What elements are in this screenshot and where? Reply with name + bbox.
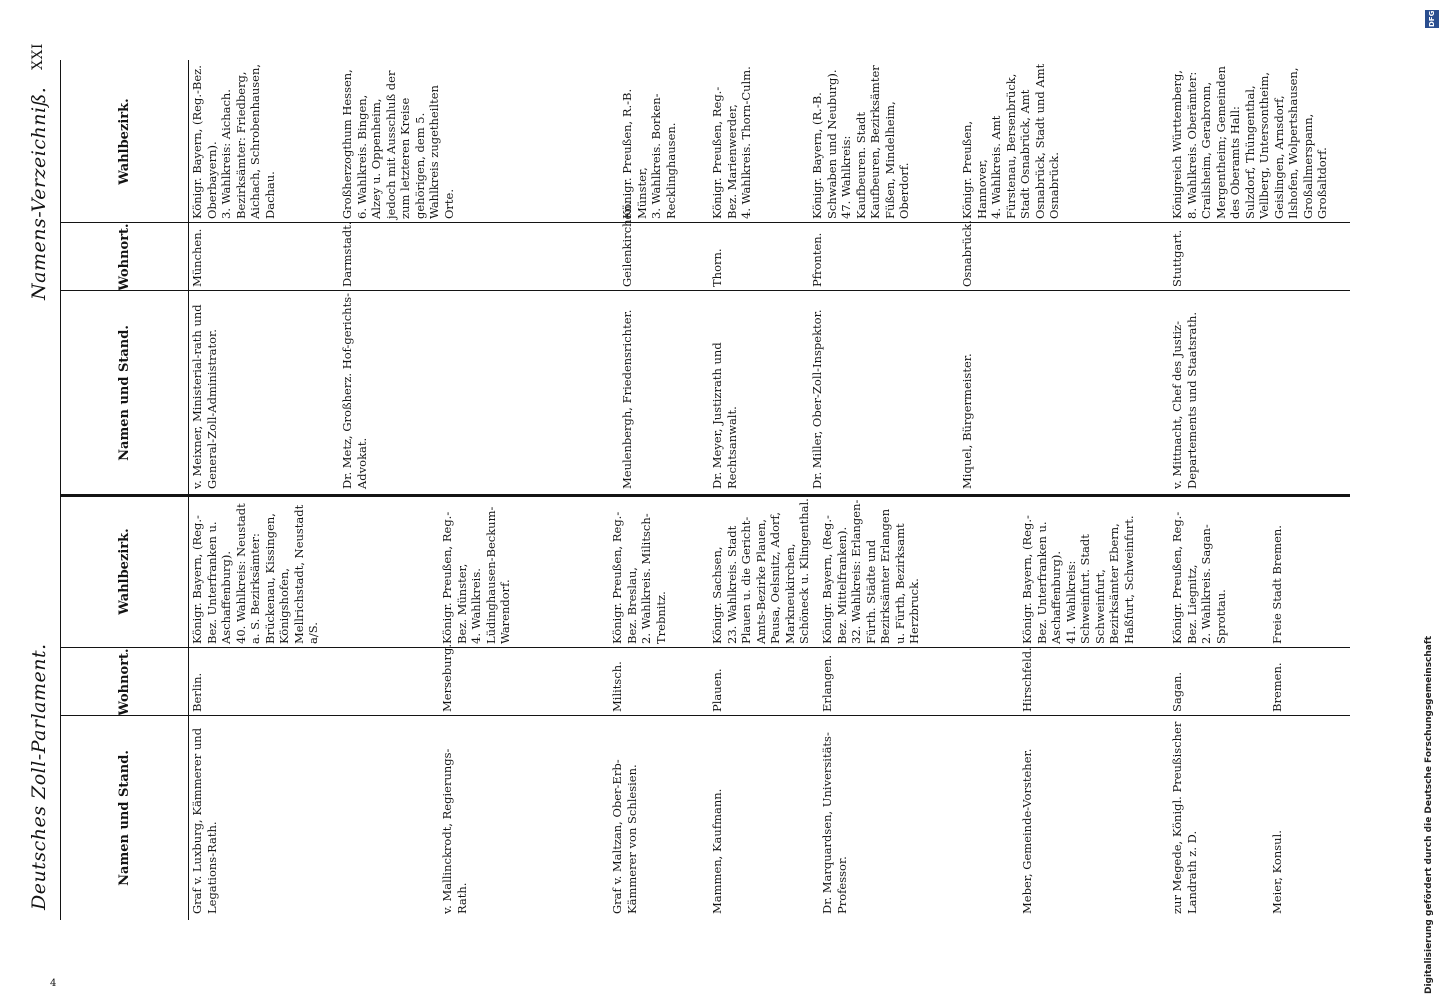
entry-wohnort: Sagan.	[1170, 671, 1184, 712]
entry-name: Mammen, Kaufmann.	[710, 788, 724, 914]
funding-note: Digitalisierung gefördert durch die Deutsche Forschungsgemeinschaft	[1424, 635, 1434, 994]
column-header-name: Namen und Stand.	[116, 325, 132, 461]
entry-name: Meier, Konsul.	[1270, 830, 1284, 914]
header-rule	[188, 495, 189, 920]
entry-name: v. Meixner, Ministerial-rath und General-Zoll-Administrator.	[190, 304, 219, 489]
entry-name: Meber, Gemeinde-Vorsteher.	[1020, 748, 1034, 914]
entry-wahlbezirk: Königr. Preußen, Reg.-Bez. Marienwerder, 4. Wahlkreis. Thorn-Culm.	[710, 66, 753, 219]
column-header-ort: Wohnort.	[116, 223, 132, 291]
entry-wahlbezirk: Königr. Bayern, (Reg.-Bez. Mittelfranken). 32. Wahlkreis: Erlangen-Fürth. Städte und Bezirksämter Erlangen u. Fürth, Bezirksamt Herzbruck.	[820, 499, 921, 644]
entry-name: v. Mallinckrodt, Regierungs-Rath.	[440, 748, 469, 914]
corner-mark: 4	[50, 978, 57, 989]
entry-wahlbezirk: Freie Stadt Bremen.	[1270, 525, 1284, 644]
entry-wahlbezirk: Königr. Bayern, (Reg.-Bez. Oberbayern). 3. Wahlkreis: Aichach. Bezirksämter: Friedberg, Aichach, Schrobenhausen, Dachau.	[190, 63, 277, 219]
table-body-right	[190, 60, 1350, 495]
entry-name: Meulenbergh, Friedensrichter.	[620, 309, 634, 489]
entry-name: Miquel, Bürgermeister.	[960, 353, 974, 489]
entry-name: zur Megede, Königl. Preußischer Landrath z. D.	[1170, 721, 1199, 914]
entry-wohnort: Osnabrück.	[960, 220, 974, 287]
column-header-wahl: Wahlbezirk.	[116, 528, 132, 615]
entry-wahlbezirk: Königr. Preußen, Hannover, 4. Wahlkreis. Amt Fürstenau, Bersenbrück, Stadt Osnabrück, Amt Osnabrück, Stadt und Amt Osnabrück.	[960, 63, 1061, 219]
entry-wahlbezirk: Königr. Preußen, Reg.-Bez. Liegnitz, 2. Wahlkreis. Sagan-Sprottau.	[1170, 511, 1228, 644]
entry-wohnort: Erlangen.	[820, 654, 834, 712]
table-top-rule	[60, 60, 61, 495]
entry-wohnort: Darmstadt.	[340, 221, 354, 287]
entry-wohnort: München.	[190, 228, 204, 287]
entry-wohnort: Stuttgart.	[1170, 229, 1184, 287]
header-rule	[188, 60, 189, 495]
entry-name: Dr. Metz, Großherz. Hof-gerichts-Advokat.	[340, 293, 369, 489]
entry-wahlbezirk: Königr. Preußen, R.-B. Münster, 3. Wahlkreis. Borken-Recklinghausen.	[620, 88, 678, 219]
entry-wohnort: Bremen.	[1270, 662, 1284, 712]
page-number: XXI	[30, 43, 46, 70]
entry-wohnort: Hirschfeld.	[1020, 647, 1034, 712]
entry-wahlbezirk: Königr. Preußen, Reg.-Bez. Münster, 4. Wahlkreis. Lüdinghausen-Beckum-Warendorf.	[440, 506, 512, 644]
entry-wahlbezirk: Königr. Sachsen, 23. Wahlkreis. Stadt Plauen u. die Gericht-Amts-Bezirke Plauen, Pausa, Oelsnitz, Adorf, Markneukirchen, Schöneck u. Klingenthal.	[710, 498, 811, 644]
entry-wohnort: Geilenkirchen.	[620, 201, 634, 287]
table-body-left	[190, 495, 1350, 920]
entry-name: Dr. Meyer, Justizrath und Rechtsanwalt.	[710, 342, 739, 489]
entry-name: Graf v. Luxburg, Kämmerer und Legations-Rath.	[190, 727, 219, 914]
dfg-logo: DFG	[1425, 10, 1439, 28]
entry-name: Graf v. Maltzan, Ober-Erb-Kämmerer von Schlesien.	[610, 759, 639, 914]
entry-wohnort: Berlin.	[190, 672, 204, 712]
entry-wahlbezirk: Königreich Württemberg, 8. Wahlkreis. Oberämter: Crailsheim, Gerabronn, Mergentheim; Gemeinden des Oberamts Hall: Sulzdorf, Thüngenthal, Vellberg, Untersontheim, Geislingen, Arnsdorf, Ilshofen, Wolpertshausen, Großallmerspann, Großaltdorf.	[1170, 66, 1329, 219]
entry-wohnort: Militsch.	[610, 661, 624, 712]
column-header-ort: Wohnort.	[116, 648, 132, 716]
entry-name: Dr. Miller, Ober-Zoll-Inspektor.	[810, 309, 824, 489]
entry-wohnort: Pfronten.	[810, 232, 824, 287]
table-left	[60, 495, 1350, 920]
header-title-left: Deutsches Zoll-Parlament.	[28, 643, 50, 910]
table-top-rule	[60, 495, 61, 920]
entry-wahlbezirk: Königr. Preußen, Reg.-Bez. Breslau, 2. Wahlkreis. Militsch-Trebnitz.	[610, 511, 668, 644]
entry-wohnort: Thorn.	[710, 248, 724, 287]
entry-wahlbezirk: Königr. Bayern, (Reg.-Bez. Unterfranken u. Aschaffenburg). 41. Wahlkreis: Schweinfurt. Stadt Schweinfurt, Bezirksämter Ebern, Haßfurt, Schweinfurt.	[1020, 515, 1136, 644]
entry-wohnort: Merseburg.	[440, 643, 454, 712]
table-right	[60, 60, 1350, 495]
entry-wahlbezirk: Königr. Bayern, (R.-B. Schwaben und Neuburg). 47. Wahlkreis: Kaufbeuren. Stadt Kaufbeuren, Bezirksämter Füßen, Mindelheim, Oberdorf.	[810, 65, 911, 219]
entry-wohnort: Plauen.	[710, 668, 724, 712]
entry-wahlbezirk: Großherzogthum Hessen, 6. Wahlkreis. Bingen, Alzey u. Oppenheim, jedoch mit Ausschluß der zum letzteren Kreise gehörigen, dem 5. Wahlkreis zugetheilten Orte.	[340, 69, 456, 219]
entry-name: v. Mittnacht, Chef des Justiz-Departements und Staatsrath.	[1170, 311, 1199, 489]
entry-name: Dr. Marquardsen, Universitäts-Professor.	[820, 732, 849, 914]
column-header-wahl: Wahlbezirk.	[116, 98, 132, 185]
column-header-name: Namen und Stand.	[116, 750, 132, 886]
header-title-middle: Namens-Verzeichniß.	[28, 86, 50, 300]
entry-wahlbezirk: Königr. Bayern, (Reg.-Bez. Unterfranken u. Aschaffenburg). 40. Wahlkreis: Neustadt a. S. Bezirksämter: Brückenau, Kissingen, Königshofen, Mellrichstadt, Neustadt a/S.	[190, 503, 320, 644]
